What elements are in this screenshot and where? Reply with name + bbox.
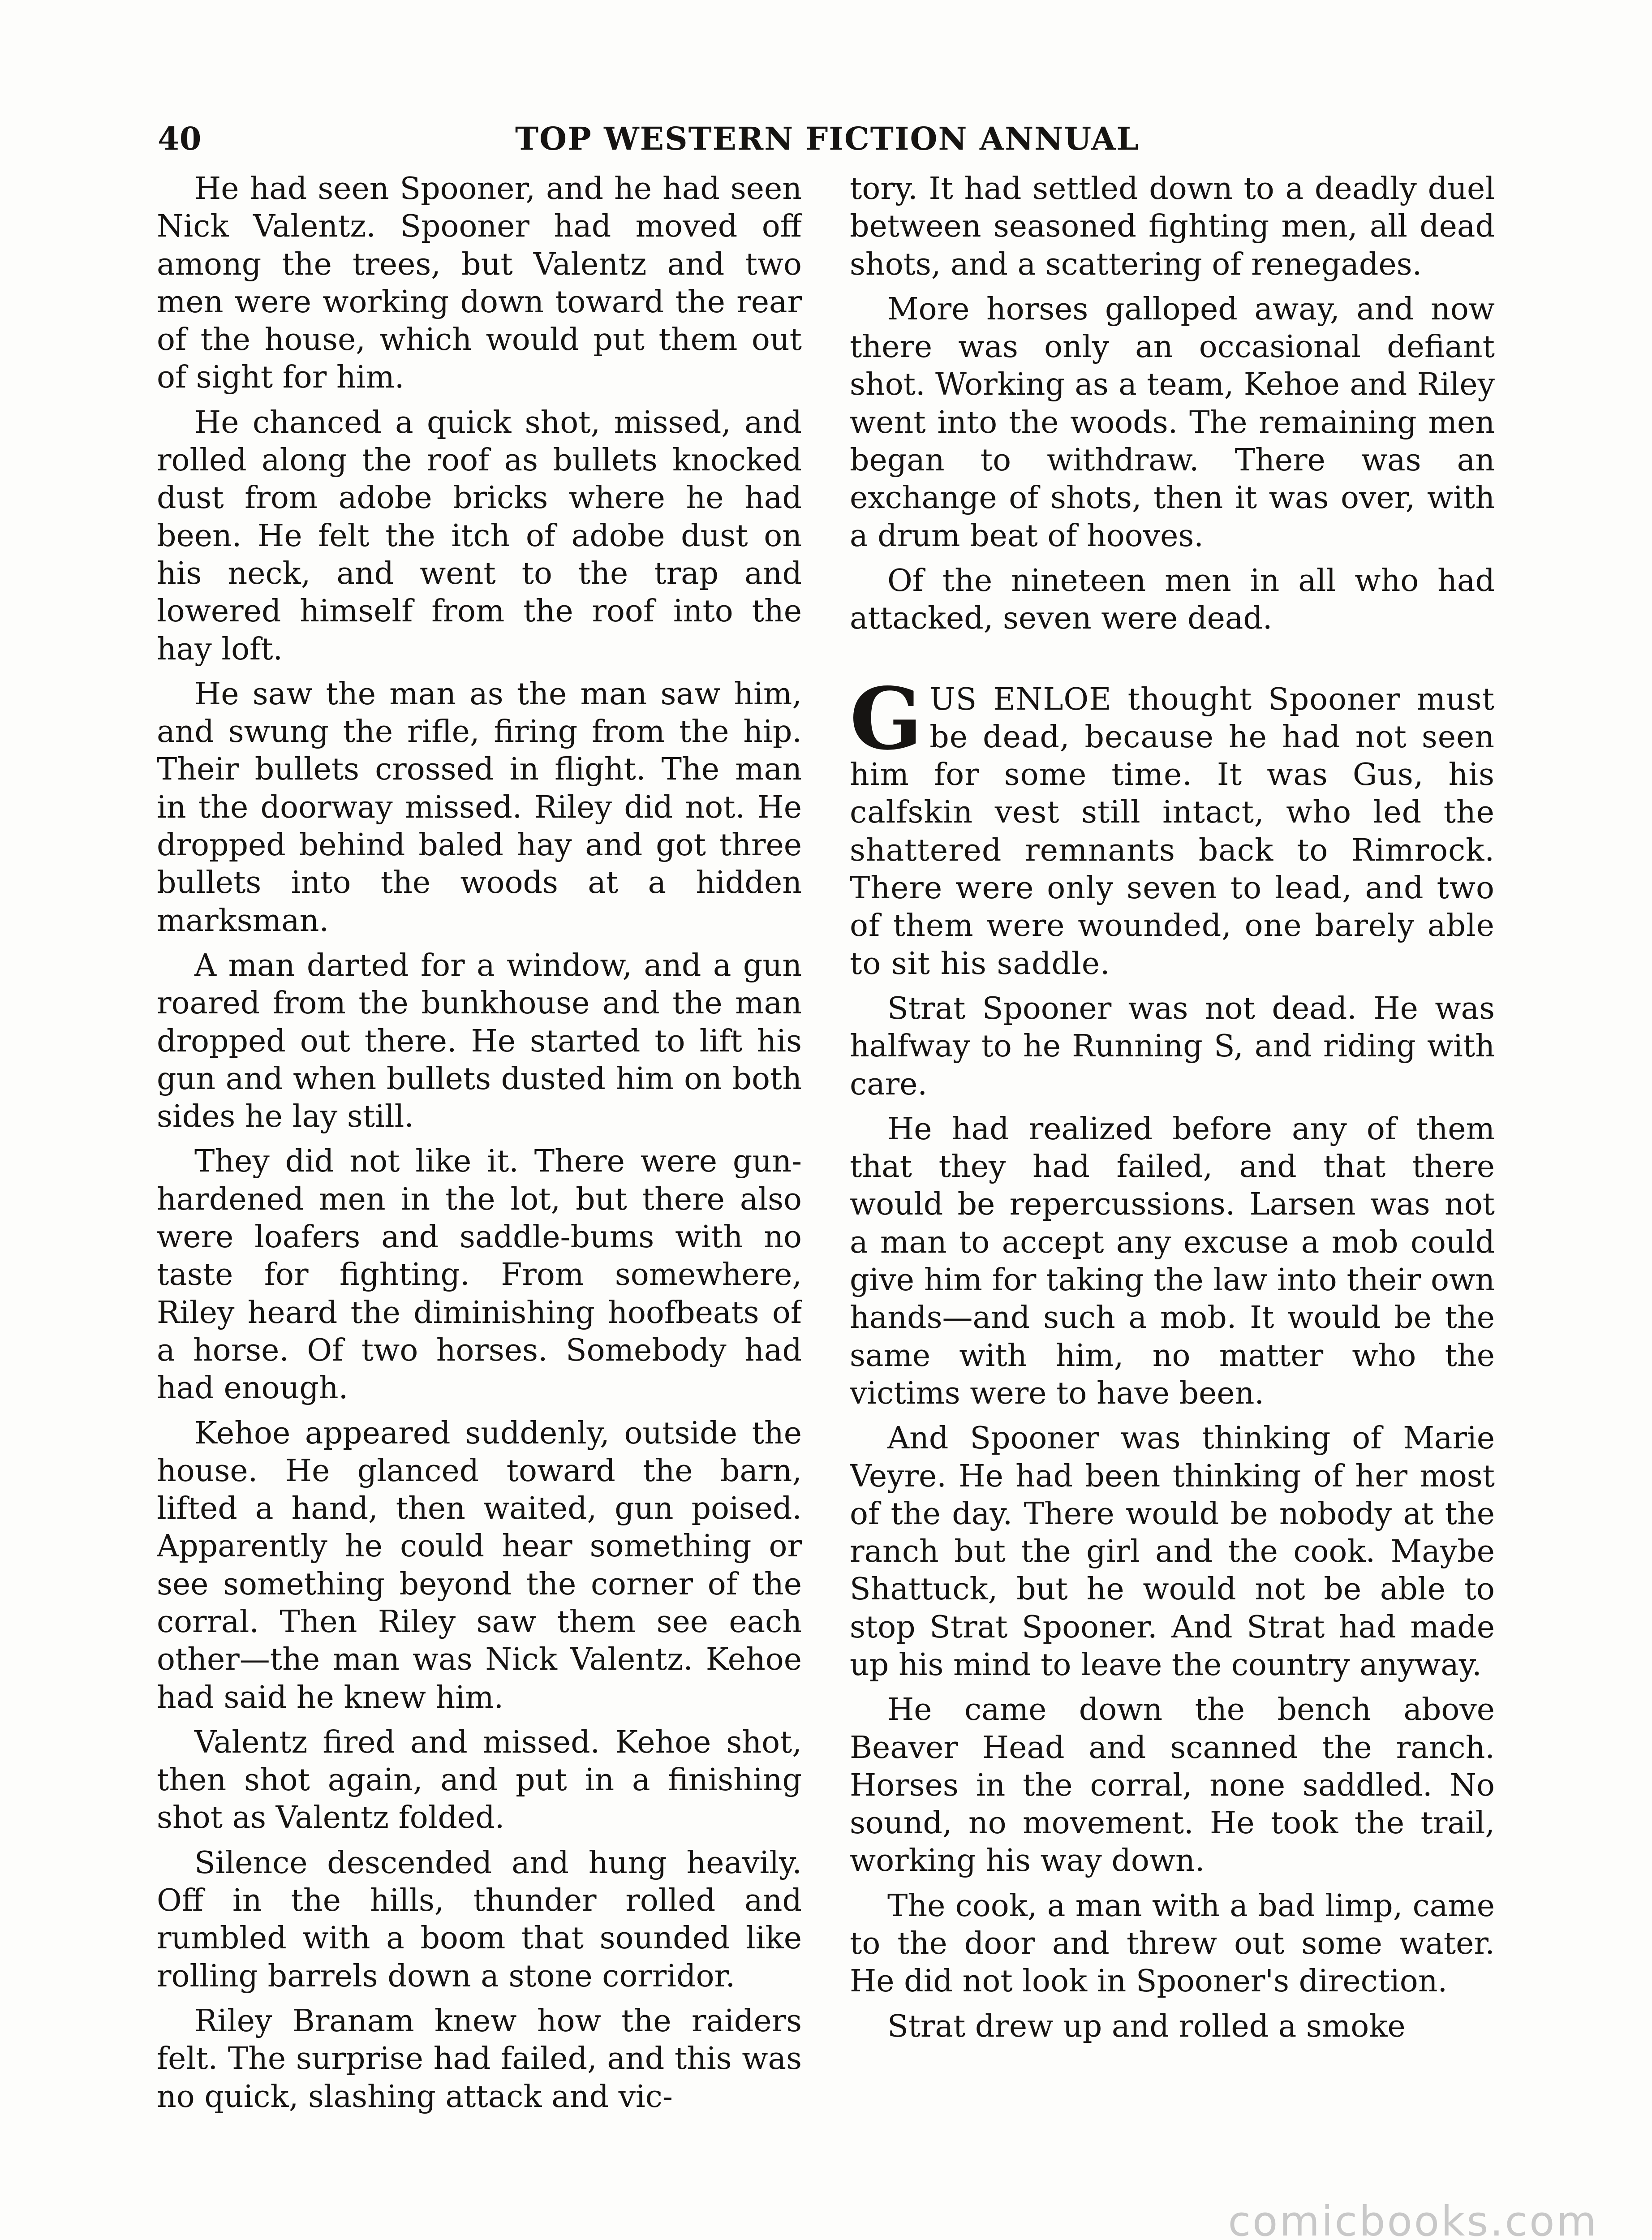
paragraph: He saw the man as the man saw him, and swung the rifle, firing from the hip. Their bullets crossed in flight. The man in the doorway missed. Riley did not. He dropped behind baled hay and got three bullets into the woods at a hidden marksman. [157, 676, 802, 939]
watermark: comicbooks.com [1228, 2197, 1598, 2240]
dropcap-paragraph-text: US ENLOE thought Spooner must be dead, because he had not seen him for some time. It was Gus, his calfskin vest still intact, who led the shattered remnants back to Rimrock. There were only seven to lead, and two of them were wounded, one barely able to sit his saddle. [850, 681, 1495, 982]
paragraph: Kehoe appeared suddenly, outside the house. He glanced toward the barn, lifted a hand, then waited, gun poised. Apparently he could hear something or see something beyond the corner of the corral. Then Riley saw them see each other—the man was Nick Valentz. Kehoe had said he knew him. [157, 1415, 802, 1715]
paragraph: And Spooner was thinking of Marie Veyre. He had been thinking of her most of the day. There would be nobody at the ranch but the girl and the cook. Maybe Shattuck, but he would not be able to stop Strat Spooner. And Strat had made up his mind to leave the country anyway. [850, 1421, 1495, 1683]
drop-cap-initial: G [850, 668, 923, 769]
paragraph: He chanced a quick shot, missed, and rolled along the roof as bullets knocked dust from adobe bricks where he had been. He felt the itch of adobe dust on his neck, and went to the trap and lowered himself from the roof into the hay loft. [157, 405, 802, 667]
right-text-column [850, 170, 1495, 2195]
paragraph: Silence descended and hung heavily. Off in the hills, thunder rolled and rumbled with a boom that sounded like rolling barrels down a stone corridor. [157, 1845, 802, 1994]
paragraph: They did not like it. There were gun-hardened men in the lot, but there also were loafers and saddle-bums with no taste for fighting. From somewhere, Riley heard the diminishing hoofbeats of a horse. Of two horses. Somebody had had enough. [157, 1144, 802, 1406]
section-break [850, 645, 1495, 681]
paragraph: The cook, a man with a bad limp, came to the door and threw out some water. He did not look in Spooner's direction. [850, 1888, 1495, 1999]
paragraph: Strat Spooner was not dead. He was halfway to he Running S, and riding with care. [850, 991, 1495, 1102]
paragraph: Of the nineteen men in all who had attacked, seven were dead. [850, 563, 1495, 637]
paragraph: Riley Branam knew how the raiders felt. The surprise had failed, and this was no quick, slashing attack and vic- [157, 2003, 802, 2115]
page-number: 40 [158, 120, 202, 157]
paragraph: Strat drew up and rolled a smoke [887, 2008, 1406, 2044]
dropcap-paragraph [850, 668, 1495, 983]
running-head-title: TOP WESTERN FICTION ANNUAL [515, 120, 1140, 157]
paragraph: He came down the bench above Beaver Head and scanned the ranch. Horses in the corral, none saddled. No sound, no movement. He took the trail, working his way down. [850, 1692, 1495, 1879]
paragraph: He had seen Spooner, and he had seen Nick Valentz. Spooner had moved off among the trees, but Valentz and two men were working down toward the rear of the house, which would put them out of sight for him. [157, 171, 802, 396]
left-text-column [157, 170, 802, 2195]
paragraph: A man darted for a window, and a gun roared from the bunkhouse and the man dropped out there. He started to lift his gun and when bullets dusted him on both sides he lay still. [157, 948, 802, 1135]
paragraph: He had realized before any of them that they had failed, and that there would be repercussions. Larsen was not a man to accept any excuse a mob could give him for taking the law into their own hands—and such a mob. It would be the same with him, no matter who the victims were to have been. [850, 1111, 1495, 1411]
paragraph: Valentz fired and missed. Kehoe shot, then shot again, and put in a finishing shot as Valentz folded. [157, 1724, 802, 1836]
paragraph: tory. It had settled down to a deadly duel between seasoned fighting men, all dead shots, and a scattering of renegades. [850, 171, 1495, 282]
paragraph: More horses galloped away, and now there was only an occasional defiant shot. Working as a team, Kehoe and Riley went into the woods. The remaining men began to withdraw. There was an exchange of shots, then it was over, with a drum beat of hooves. [850, 291, 1495, 554]
